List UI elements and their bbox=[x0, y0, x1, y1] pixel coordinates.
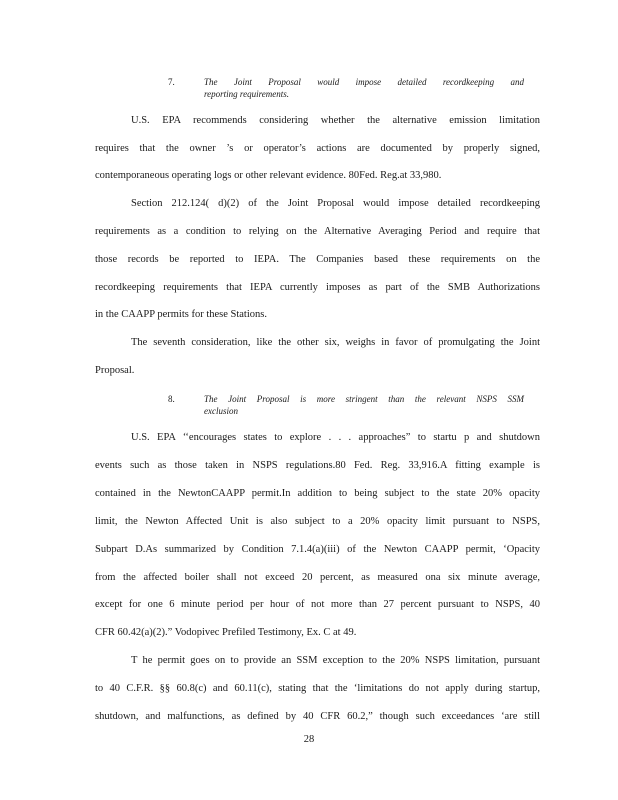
paragraph-line: Section 212.124( d)(2) of the Joint Proposal would impose detailed recordkeeping bbox=[131, 198, 540, 209]
paragraph-line: T he permit goes on to provide an SSM exception to the 20% NSPS limitation, pursuant bbox=[131, 655, 540, 666]
paragraph-line: those records be reported to IEPA. The Companies based these requirements on the bbox=[95, 254, 540, 265]
paragraph-line: requirements as a condition to relying on the Alternative Averaging Period and require that bbox=[95, 226, 540, 237]
paragraph-line: U.S. EPA ‘‘encourages states to explore . . . approaches” to startu p and shutdown bbox=[131, 432, 540, 443]
paragraph-line: from the affected boiler shall not exceed 20 percent, as measured ona six minute average, bbox=[95, 572, 540, 583]
heading-text-line: reporting requirements. bbox=[204, 89, 289, 99]
paragraph-line: contemporaneous operating logs or other relevant evidence. 80Fed. Reg.at 33,980. bbox=[95, 170, 442, 181]
paragraph-line: events such as those taken in NSPS regulations.80 Fed. Reg. 33,916.A fitting example is bbox=[95, 460, 540, 471]
paragraph-line: contained in the NewtonCAAPP permit.In addition to being subject to the state 20% opacity bbox=[95, 488, 540, 499]
paragraph-line: CFR 60.42(a)(2).” Vodopivec Prefiled Testimony, Ex. C at 49. bbox=[95, 627, 357, 638]
heading-number: 7. bbox=[168, 77, 175, 87]
paragraph-line: Subpart D.As summarized by Condition 7.1.4(a)(iii) of the Newton CAAPP permit, ‘Opacity bbox=[95, 544, 540, 555]
page-number: 28 bbox=[303, 734, 315, 745]
heading-text-line: The Joint Proposal would impose detailed recordkeeping and bbox=[204, 77, 524, 87]
paragraph-line: in the CAAPP permits for these Stations. bbox=[95, 309, 267, 320]
paragraph-line: requires that the owner ’s or operator’s actions are documented by properly signed, bbox=[95, 143, 540, 154]
paragraph-line: Proposal. bbox=[95, 365, 135, 376]
paragraph-line: limit, the Newton Affected Unit is also subject to a 20% opacity limit pursuant to NSPS, bbox=[95, 516, 540, 527]
paragraph-line: The seventh consideration, like the other six, weighs in favor of promulgating the Joint bbox=[131, 337, 540, 348]
paragraph-line: recordkeeping requirements that IEPA currently imposes as part of the SMB Authorizations bbox=[95, 282, 540, 293]
paragraph-line: to 40 C.F.R. §§ 60.8(c) and 60.11(c), stating that the ‘limitations do not apply during startup, bbox=[95, 683, 540, 694]
paragraph-line: except for one 6 minute period per hour of not more than 27 percent pursuant to NSPS, 40 bbox=[95, 599, 540, 610]
heading-number: 8. bbox=[168, 394, 175, 404]
heading-text-line: exclusion bbox=[204, 406, 238, 416]
paragraph-line: shutdown, and malfunctions, as defined by 40 CFR 60.2,” though such exceedances ‘are still bbox=[95, 711, 540, 722]
heading-text-line: The Joint Proposal is more stringent than the relevant NSPS SSM bbox=[204, 394, 524, 404]
paragraph-line: U.S. EPA recommends considering whether the alternative emission limitation bbox=[131, 115, 540, 126]
